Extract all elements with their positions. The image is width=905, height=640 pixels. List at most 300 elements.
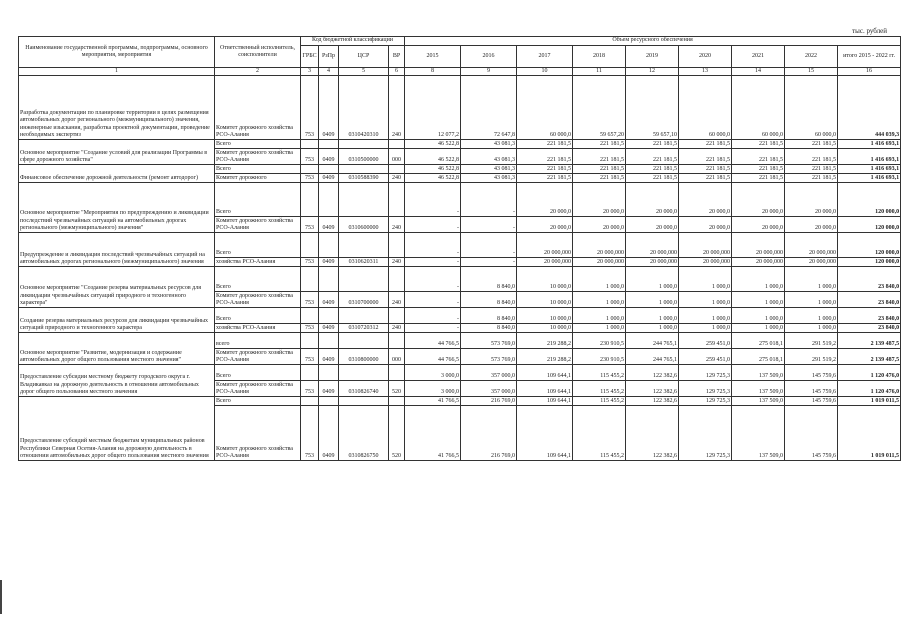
row-grbs: 753	[301, 406, 319, 461]
row-value: 109 644,1	[517, 365, 573, 381]
row-value: -	[405, 292, 461, 308]
row-value: 109 644,1	[517, 397, 573, 406]
row-value: 3 000,0	[405, 381, 461, 397]
row-name: Основное мероприятие "Создание условий для реализации Программы в сфере дорожного хозяйства"	[19, 140, 215, 165]
row-value: 8 840,0	[461, 292, 517, 308]
row-value: 20 000,0	[679, 183, 732, 217]
column-number: 15	[785, 68, 838, 76]
row-value: 1 000,0	[732, 267, 785, 292]
row-value: 60 000,0	[785, 76, 838, 140]
row-value: 59 657,20	[573, 76, 626, 140]
row-vr	[389, 397, 405, 406]
row-vr: 000	[389, 149, 405, 165]
row-vr	[389, 183, 405, 217]
row-csr: 0310826750	[339, 406, 389, 461]
row-value: 137 509,0	[732, 381, 785, 397]
resource-table	[18, 36, 901, 461]
header-csr: ЦСР	[339, 46, 389, 68]
row-value: 275 018,1	[732, 349, 785, 365]
row-vr: 520	[389, 381, 405, 397]
row-value: 221 181,5	[785, 165, 838, 174]
row-csr: 0310600000	[339, 217, 389, 233]
row-name: Основное мероприятие "Мероприятия по предупреждению и ликвидации последствий чрезвычайных ситуаций на автомобильных дорогах регионального (межмуниципального) значения"	[19, 183, 215, 233]
row-value: 41 766,5	[405, 397, 461, 406]
row-executor: хозяйства РСО-Алания	[215, 258, 301, 267]
row-csr	[339, 267, 389, 292]
row-value: 43 081,3	[461, 149, 517, 165]
header-year: 2015	[405, 46, 461, 68]
row-value: 3 000,0	[405, 365, 461, 381]
row-value: 219 288,2	[517, 333, 573, 349]
row-executor: Комитет дорожного	[215, 174, 301, 183]
table-row	[19, 140, 901, 149]
row-value: 20 000,000	[517, 258, 573, 267]
row-value: 122 382,6	[626, 381, 679, 397]
table-row	[19, 365, 901, 381]
row-value: 10 000,0	[517, 308, 573, 324]
row-value: 1 000,0	[732, 292, 785, 308]
row-value: 221 181,5	[679, 149, 732, 165]
column-number: 12	[626, 68, 679, 76]
row-value: 221 181,5	[517, 174, 573, 183]
row-value: 145 759,6	[785, 406, 838, 461]
row-executor: хозяйства РСО-Алания	[215, 324, 301, 333]
row-value: 8 840,0	[461, 267, 517, 292]
row-rzpr: 0409	[319, 381, 339, 397]
row-value: 221 181,5	[785, 140, 838, 149]
row-value: 1 000,0	[573, 292, 626, 308]
row-grbs	[301, 308, 319, 324]
row-total: 1 416 693,1	[838, 174, 901, 183]
row-value: 60 000,0	[517, 76, 573, 140]
row-value: 1 000,0	[785, 324, 838, 333]
row-value: 20 000,0	[679, 217, 732, 233]
row-total: 120 000,0	[838, 217, 901, 233]
row-executor: Комитет дорожного хозяйства РСО-Алания	[215, 217, 301, 233]
row-value: 221 181,5	[573, 149, 626, 165]
row-rzpr: 0409	[319, 406, 339, 461]
row-total: 1 416 693,1	[838, 165, 901, 174]
row-value: 221 181,5	[679, 174, 732, 183]
column-number: 4	[319, 68, 339, 76]
row-executor: Всего	[215, 267, 301, 292]
row-grbs: 753	[301, 174, 319, 183]
table-row	[19, 183, 901, 217]
row-csr: 0310720312	[339, 324, 389, 333]
row-total: 23 840,0	[838, 324, 901, 333]
row-value: 1 000,0	[626, 308, 679, 324]
column-number: 2	[215, 68, 301, 76]
row-value: 10 000,0	[517, 292, 573, 308]
header-year: 2022	[785, 46, 838, 68]
row-value: -	[405, 233, 461, 258]
row-value: 46 522,8	[405, 149, 461, 165]
row-value: 41 766,5	[405, 406, 461, 461]
row-value: 109 644,1	[517, 406, 573, 461]
column-number: 10	[517, 68, 573, 76]
row-csr: 0310800000	[339, 349, 389, 365]
header-grbs: ГРБС	[301, 46, 319, 68]
row-value: 275 018,1	[732, 333, 785, 349]
row-grbs: 753	[301, 324, 319, 333]
row-value: 20 000,0	[626, 217, 679, 233]
row-rzpr: 0409	[319, 349, 339, 365]
row-value: 43 081,3	[461, 140, 517, 149]
row-total: 1 120 476,0	[838, 381, 901, 397]
row-value: 122 382,6	[626, 397, 679, 406]
row-executor: Всего	[215, 183, 301, 217]
row-value: 221 181,5	[785, 174, 838, 183]
row-csr	[339, 365, 389, 381]
row-rzpr	[319, 267, 339, 292]
row-value: 20 000,000	[626, 258, 679, 267]
row-value: 357 000,0	[461, 381, 517, 397]
row-value: 20 000,000	[517, 233, 573, 258]
row-value: 259 451,0	[679, 349, 732, 365]
row-value: 115 455,2	[573, 381, 626, 397]
row-value: 230 910,5	[573, 349, 626, 365]
row-name: Финансовое обеспечение дорожной деятельности (ремонт автодорог)	[19, 165, 215, 183]
row-value: -	[405, 324, 461, 333]
row-name: Создание резерва материальных ресурсов для ликвидации чрезвычайных ситуаций природного и техногенного характера	[19, 308, 215, 333]
row-value: -	[461, 258, 517, 267]
row-value: 244 765,1	[626, 349, 679, 365]
row-value: 20 000,000	[785, 258, 838, 267]
row-value: 1 000,0	[573, 308, 626, 324]
row-value: 129 725,3	[679, 381, 732, 397]
row-value: 122 382,6	[626, 365, 679, 381]
column-number: 8	[405, 68, 461, 76]
row-executor: Комитет дорожного хозяйства РСО-Алания	[215, 149, 301, 165]
row-value: 1 000,0	[732, 308, 785, 324]
row-name: Предупреждение и ликвидация последствий чрезвычайных ситуаций на автомобильных дорогах регионального (межмуниципального) значения	[19, 233, 215, 267]
table-row	[19, 76, 901, 140]
row-value: -	[461, 183, 517, 217]
header-total: итого 2015 - 2022 гг.	[838, 46, 901, 68]
row-value: 1 000,0	[626, 267, 679, 292]
row-value: 573 769,0	[461, 333, 517, 349]
row-executor: Всего	[215, 165, 301, 174]
row-rzpr: 0409	[319, 149, 339, 165]
row-vr: 520	[389, 406, 405, 461]
row-rzpr	[319, 165, 339, 174]
row-value: 10 000,0	[517, 267, 573, 292]
row-value: 221 181,5	[626, 165, 679, 174]
row-value: 8 840,0	[461, 324, 517, 333]
row-value: 46 522,8	[405, 140, 461, 149]
row-vr	[389, 233, 405, 258]
row-value: 291 519,2	[785, 349, 838, 365]
row-value: 46 522,8	[405, 174, 461, 183]
row-value: 20 000,0	[517, 183, 573, 217]
row-value: 145 759,6	[785, 381, 838, 397]
row-total: 23 840,0	[838, 292, 901, 308]
row-value: 221 181,5	[517, 140, 573, 149]
column-number: 16	[838, 68, 901, 76]
row-csr	[339, 140, 389, 149]
row-value: 230 910,5	[573, 333, 626, 349]
row-rzpr: 0409	[319, 324, 339, 333]
row-rzpr	[319, 183, 339, 217]
row-grbs	[301, 365, 319, 381]
row-csr	[339, 183, 389, 217]
row-csr: 0310500000	[339, 149, 389, 165]
row-value: 137 509,0	[732, 397, 785, 406]
row-total: 120 000,0	[838, 233, 901, 258]
row-grbs	[301, 183, 319, 217]
row-value: 122 382,6	[626, 406, 679, 461]
row-total: 1 120 476,0	[838, 365, 901, 381]
row-value: 137 509,0	[732, 365, 785, 381]
column-number: 3	[301, 68, 319, 76]
row-vr: 240	[389, 324, 405, 333]
row-executor: Всего	[215, 365, 301, 381]
row-grbs	[301, 165, 319, 174]
header-year: 2021	[732, 46, 785, 68]
row-value: 221 181,5	[573, 140, 626, 149]
row-csr	[339, 333, 389, 349]
row-rzpr: 0409	[319, 217, 339, 233]
row-name: Предоставление субсидий местным бюджетам муниципальных районов Республики Северная Осетия-Алания на дорожную деятельность в отношении автомобильных дорог общего пользования местного значения	[19, 397, 215, 461]
row-value: 137 509,0	[732, 406, 785, 461]
row-value: 115 455,2	[573, 365, 626, 381]
row-name: Разработка документации по планировке территории в целях размещения автомобильных дорог регионального (межмуниципального) значения, инженерные изыскания, разработка проектной документации, проведение необходимых экспертиз	[19, 76, 215, 140]
row-executor: Всего	[215, 233, 301, 258]
row-executor: Всего	[215, 308, 301, 324]
row-value: 20 000,000	[679, 233, 732, 258]
row-csr	[339, 308, 389, 324]
row-value: 1 000,0	[679, 324, 732, 333]
row-value: 221 181,5	[517, 165, 573, 174]
row-value: 129 725,3	[679, 406, 732, 461]
row-value: 1 000,0	[785, 308, 838, 324]
row-vr: 240	[389, 258, 405, 267]
row-executor: Всего	[215, 397, 301, 406]
row-value: 291 519,2	[785, 333, 838, 349]
row-value: 60 000,0	[679, 76, 732, 140]
row-value: 357 000,0	[461, 365, 517, 381]
row-vr	[389, 165, 405, 174]
column-number: 6	[389, 68, 405, 76]
row-executor: всего	[215, 333, 301, 349]
row-value: 221 181,5	[573, 165, 626, 174]
row-executor: Всего	[215, 140, 301, 149]
row-value: 145 759,6	[785, 365, 838, 381]
row-csr	[339, 397, 389, 406]
row-executor: Комитет дорожного хозяйства РСО-Алания	[215, 349, 301, 365]
row-value: -	[405, 258, 461, 267]
column-number: 9	[461, 68, 517, 76]
row-total: 120 000,0	[838, 258, 901, 267]
row-csr: 0310588390	[339, 174, 389, 183]
row-value: 1 000,0	[785, 292, 838, 308]
row-value: -	[405, 183, 461, 217]
row-grbs: 753	[301, 349, 319, 365]
table-row	[19, 397, 901, 406]
row-value: 1 000,0	[679, 308, 732, 324]
row-value: 20 000,0	[626, 183, 679, 217]
row-name: Предоставление субсидии местному бюджету городского округа г. Владикавказ на дорожную деятельность в отношении автомобильных дорог общего пользования местного значения	[19, 365, 215, 397]
row-executor: Комитет дорожного хозяйства РСО-Алания	[215, 292, 301, 308]
row-grbs: 753	[301, 149, 319, 165]
header-year: 2019	[626, 46, 679, 68]
row-vr	[389, 333, 405, 349]
row-value: -	[461, 217, 517, 233]
row-csr: 0310700000	[339, 292, 389, 308]
row-grbs	[301, 233, 319, 258]
row-rzpr	[319, 140, 339, 149]
row-value: 20 000,0	[517, 217, 573, 233]
row-value: 115 455,2	[573, 406, 626, 461]
header-rzpr: РзПр	[319, 46, 339, 68]
row-value: 221 181,5	[732, 165, 785, 174]
row-value: 43 081,3	[461, 174, 517, 183]
row-value: 1 000,0	[732, 324, 785, 333]
row-grbs: 753	[301, 381, 319, 397]
row-value: 20 000,000	[573, 258, 626, 267]
row-value: 72 647,8	[461, 76, 517, 140]
row-value: 20 000,000	[626, 233, 679, 258]
row-value: 221 181,5	[626, 149, 679, 165]
row-value: 20 000,0	[573, 183, 626, 217]
row-rzpr: 0409	[319, 292, 339, 308]
row-grbs: 753	[301, 217, 319, 233]
row-total: 2 139 487,5	[838, 333, 901, 349]
column-number: 5	[339, 68, 389, 76]
row-value: 8 840,0	[461, 308, 517, 324]
row-total: 23 840,0	[838, 308, 901, 324]
row-value: 12 077,2	[405, 76, 461, 140]
row-total: 1 416 693,1	[838, 149, 901, 165]
column-number: 11	[573, 68, 626, 76]
table-row	[19, 233, 901, 258]
row-value: 1 000,0	[626, 324, 679, 333]
row-value: 59 657,10	[626, 76, 679, 140]
row-value: 10 000,0	[517, 324, 573, 333]
row-vr	[389, 140, 405, 149]
row-value: 20 000,000	[679, 258, 732, 267]
row-csr	[339, 233, 389, 258]
row-value: 46 522,8	[405, 165, 461, 174]
row-value: 573 769,0	[461, 349, 517, 365]
row-rzpr: 0409	[319, 174, 339, 183]
row-total: 1 416 693,1	[838, 140, 901, 149]
row-rzpr	[319, 365, 339, 381]
row-value: 221 181,5	[732, 140, 785, 149]
row-value: 20 000,000	[573, 233, 626, 258]
row-value: 259 451,0	[679, 333, 732, 349]
row-rzpr	[319, 333, 339, 349]
row-executor: Комитет дорожного хозяйства РСО-Алания	[215, 406, 301, 461]
row-rzpr	[319, 397, 339, 406]
row-value: 221 181,5	[573, 174, 626, 183]
row-value: 44 766,5	[405, 349, 461, 365]
row-grbs	[301, 140, 319, 149]
row-name: Основное мероприятие "Создание резерва материальных ресурсов для ликвидации чрезвычайных ситуаций природного и техногенного характера"	[19, 267, 215, 308]
row-value: 221 181,5	[679, 165, 732, 174]
row-value: -	[405, 267, 461, 292]
row-value: 60 000,0	[732, 76, 785, 140]
row-value: 221 181,5	[626, 140, 679, 149]
row-value: 1 000,0	[679, 292, 732, 308]
header-year: 2017	[517, 46, 573, 68]
row-value: 221 181,5	[517, 149, 573, 165]
row-value: 244 765,1	[626, 333, 679, 349]
header-executor: Ответственный исполнитель, соисполнители	[215, 37, 301, 68]
row-value: 20 000,0	[785, 217, 838, 233]
header-resources: Объем ресурсного обеспечения	[405, 37, 901, 46]
column-number-row	[19, 68, 901, 76]
row-total: 1 019 011,5	[838, 406, 901, 461]
row-value: 20 000,000	[785, 233, 838, 258]
header-name: Наименование государственной программы, подпрограммы, основного мероприятия, мероприятия	[19, 37, 215, 68]
row-value: 20 000,0	[785, 183, 838, 217]
row-grbs	[301, 267, 319, 292]
row-grbs: 753	[301, 292, 319, 308]
row-vr: 000	[389, 349, 405, 365]
row-value: 1 000,0	[573, 324, 626, 333]
row-value: 44 766,5	[405, 333, 461, 349]
row-csr: 0310826740	[339, 381, 389, 397]
row-value: 20 000,0	[573, 217, 626, 233]
row-vr	[389, 267, 405, 292]
row-value: 43 081,3	[461, 165, 517, 174]
header-year: 2018	[573, 46, 626, 68]
row-value: 20 000,0	[732, 217, 785, 233]
row-executor: Комитет дорожного хозяйства РСО-Алания	[215, 381, 301, 397]
table-row	[19, 267, 901, 292]
row-rzpr: 0409	[319, 258, 339, 267]
table-row	[19, 308, 901, 324]
margin-mark	[0, 580, 2, 614]
table-row	[19, 165, 901, 174]
unit-label: тыс. рублей	[852, 27, 887, 35]
row-total: 1 019 011,5	[838, 397, 901, 406]
row-grbs	[301, 397, 319, 406]
row-total: 2 139 487,5	[838, 349, 901, 365]
table-row	[19, 333, 901, 349]
row-value: 216 769,0	[461, 397, 517, 406]
column-number: 14	[732, 68, 785, 76]
header-year: 2020	[679, 46, 732, 68]
row-executor: Комитет дорожного хозяйства РСО-Алания	[215, 76, 301, 140]
row-vr: 240	[389, 292, 405, 308]
row-vr	[389, 308, 405, 324]
row-value: -	[461, 233, 517, 258]
column-number: 1	[19, 68, 215, 76]
column-number: 13	[679, 68, 732, 76]
row-vr: 240	[389, 76, 405, 140]
row-csr	[339, 165, 389, 174]
row-value: 109 644,1	[517, 381, 573, 397]
row-value: 1 000,0	[626, 292, 679, 308]
row-value: 20 000,0	[732, 183, 785, 217]
row-value: 221 181,5	[679, 140, 732, 149]
row-value: 1 000,0	[573, 267, 626, 292]
row-value: 115 455,2	[573, 397, 626, 406]
row-value: 216 769,0	[461, 406, 517, 461]
row-value: -	[405, 308, 461, 324]
row-value: 221 181,5	[785, 149, 838, 165]
header-codes: Код бюджетной классификации	[301, 37, 405, 46]
row-grbs: 753	[301, 258, 319, 267]
row-csr: 0310620311	[339, 258, 389, 267]
row-value: 219 288,2	[517, 349, 573, 365]
row-csr: 0310420310	[339, 76, 389, 140]
row-total: 444 039,3	[838, 76, 901, 140]
row-value: 221 181,5	[626, 174, 679, 183]
row-value: -	[405, 217, 461, 233]
